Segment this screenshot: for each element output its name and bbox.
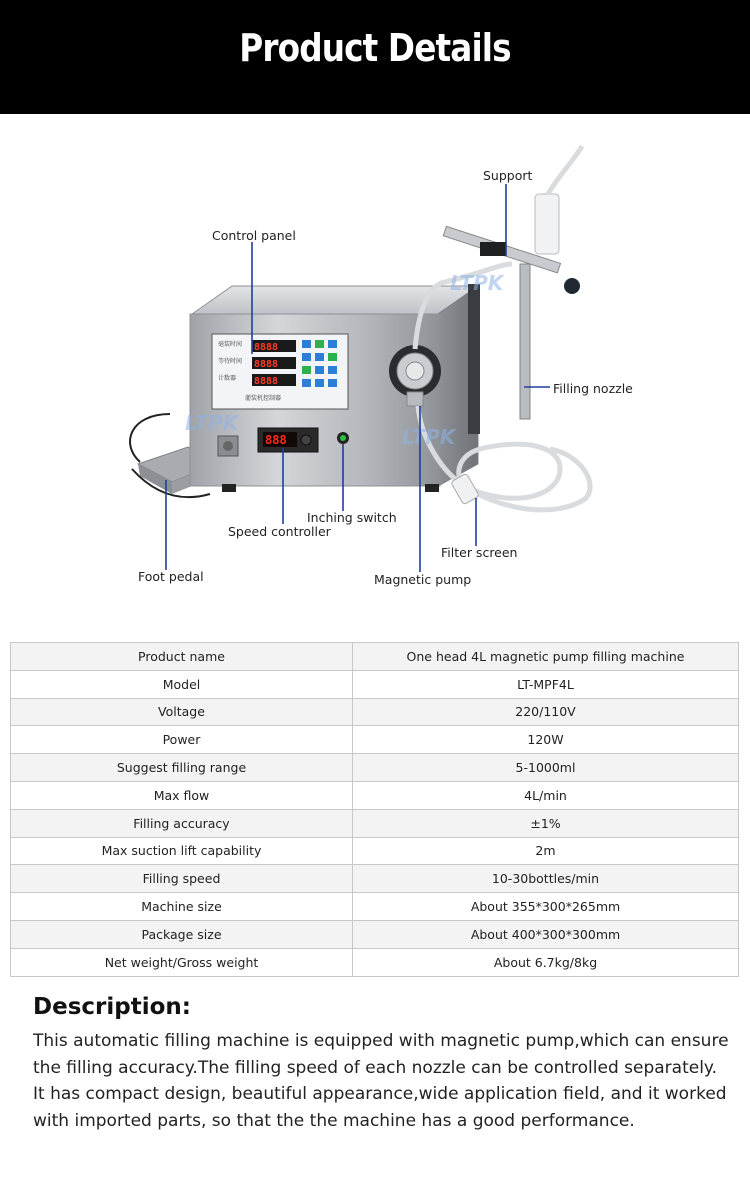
header-bar xyxy=(0,0,750,114)
spec-value: 220/110V xyxy=(353,698,739,726)
spec-value: About 400*300*300mm xyxy=(353,920,739,948)
spec-value: 10-30bottles/min xyxy=(353,865,739,893)
callout-foot-pedal: Foot pedal xyxy=(138,569,204,584)
table-row xyxy=(11,837,739,865)
control-panel xyxy=(212,334,348,409)
watermark-2: LTPK xyxy=(185,411,239,435)
table-row xyxy=(11,726,739,754)
table-row xyxy=(11,754,739,782)
spec-label: Max flow xyxy=(11,781,353,809)
description-body: This automatic filling machine is equipped with magnetic pump,which can ensure the filling accuracy.The filling speed of each nozzle can be controlled separately. It has compact design, beautiful appearance,wide application field, and it worked with imported parts, so that the the machine has a good performance. xyxy=(33,1031,729,1131)
svg-text:8888: 8888 xyxy=(254,359,279,370)
spec-value: About 6.7kg/8kg xyxy=(353,948,739,976)
callout-support: Support xyxy=(483,168,533,183)
panel-label-waiting: 等待时间 xyxy=(218,358,243,365)
table-row xyxy=(11,670,739,698)
spec-value: 4L/min xyxy=(353,781,739,809)
table-row xyxy=(11,865,739,893)
spec-table xyxy=(10,642,739,977)
callout-speed-controller: Speed controller xyxy=(228,524,331,539)
spec-label: Filling speed xyxy=(11,865,353,893)
page-title: Product Details xyxy=(239,26,511,70)
spec-label: Product name xyxy=(11,643,353,671)
product-diagram xyxy=(0,114,750,634)
description-heading: Description: xyxy=(33,994,191,1020)
panel-label-filling: 毫装时间 xyxy=(218,341,243,348)
watermark-3: LTPK xyxy=(402,425,456,449)
callout-inching-switch: Inching switch xyxy=(307,510,397,525)
table-row xyxy=(11,698,739,726)
table-row xyxy=(11,893,739,921)
table-row xyxy=(11,948,739,976)
spec-value: 120W xyxy=(353,726,739,754)
panel-label-counter: 计数器 xyxy=(218,375,237,382)
inching-switch xyxy=(337,432,349,444)
panel-caption: 灌装机控制器 xyxy=(245,395,282,402)
spec-value: ±1% xyxy=(353,809,739,837)
table-row xyxy=(11,643,739,671)
spec-label: Filling accuracy xyxy=(11,809,353,837)
machine-illustration xyxy=(0,114,750,634)
callout-magnetic-pump: Magnetic pump xyxy=(374,572,472,587)
callout-control-panel: Control panel xyxy=(212,228,296,243)
spec-label: Suggest filling range xyxy=(11,754,353,782)
callout-filling-nozzle: Filling nozzle xyxy=(553,381,633,396)
spec-label: Voltage xyxy=(11,698,353,726)
spec-label: Net weight/Gross weight xyxy=(11,948,353,976)
spec-label: Max suction lift capability xyxy=(11,837,353,865)
spec-value: LT-MPF4L xyxy=(353,670,739,698)
speed-controller xyxy=(258,428,318,452)
callout-filter-screen: Filter screen xyxy=(441,545,518,560)
spec-label: Machine size xyxy=(11,893,353,921)
spec-label: Power xyxy=(11,726,353,754)
spec-value: 5-1000ml xyxy=(353,754,739,782)
spec-value: 2m xyxy=(353,837,739,865)
table-row xyxy=(11,809,739,837)
svg-text:8888: 8888 xyxy=(254,376,279,387)
svg-text:8888: 8888 xyxy=(254,342,279,353)
pedal-socket xyxy=(218,436,238,456)
spec-value: One head 4L magnetic pump filling machine xyxy=(353,643,739,671)
spec-label: Model xyxy=(11,670,353,698)
table-row xyxy=(11,781,739,809)
spec-value: About 355*300*265mm xyxy=(353,893,739,921)
watermark-1: LTPK xyxy=(450,271,504,295)
spec-label: Package size xyxy=(11,920,353,948)
table-row xyxy=(11,920,739,948)
speed-display: 888 xyxy=(265,433,287,447)
